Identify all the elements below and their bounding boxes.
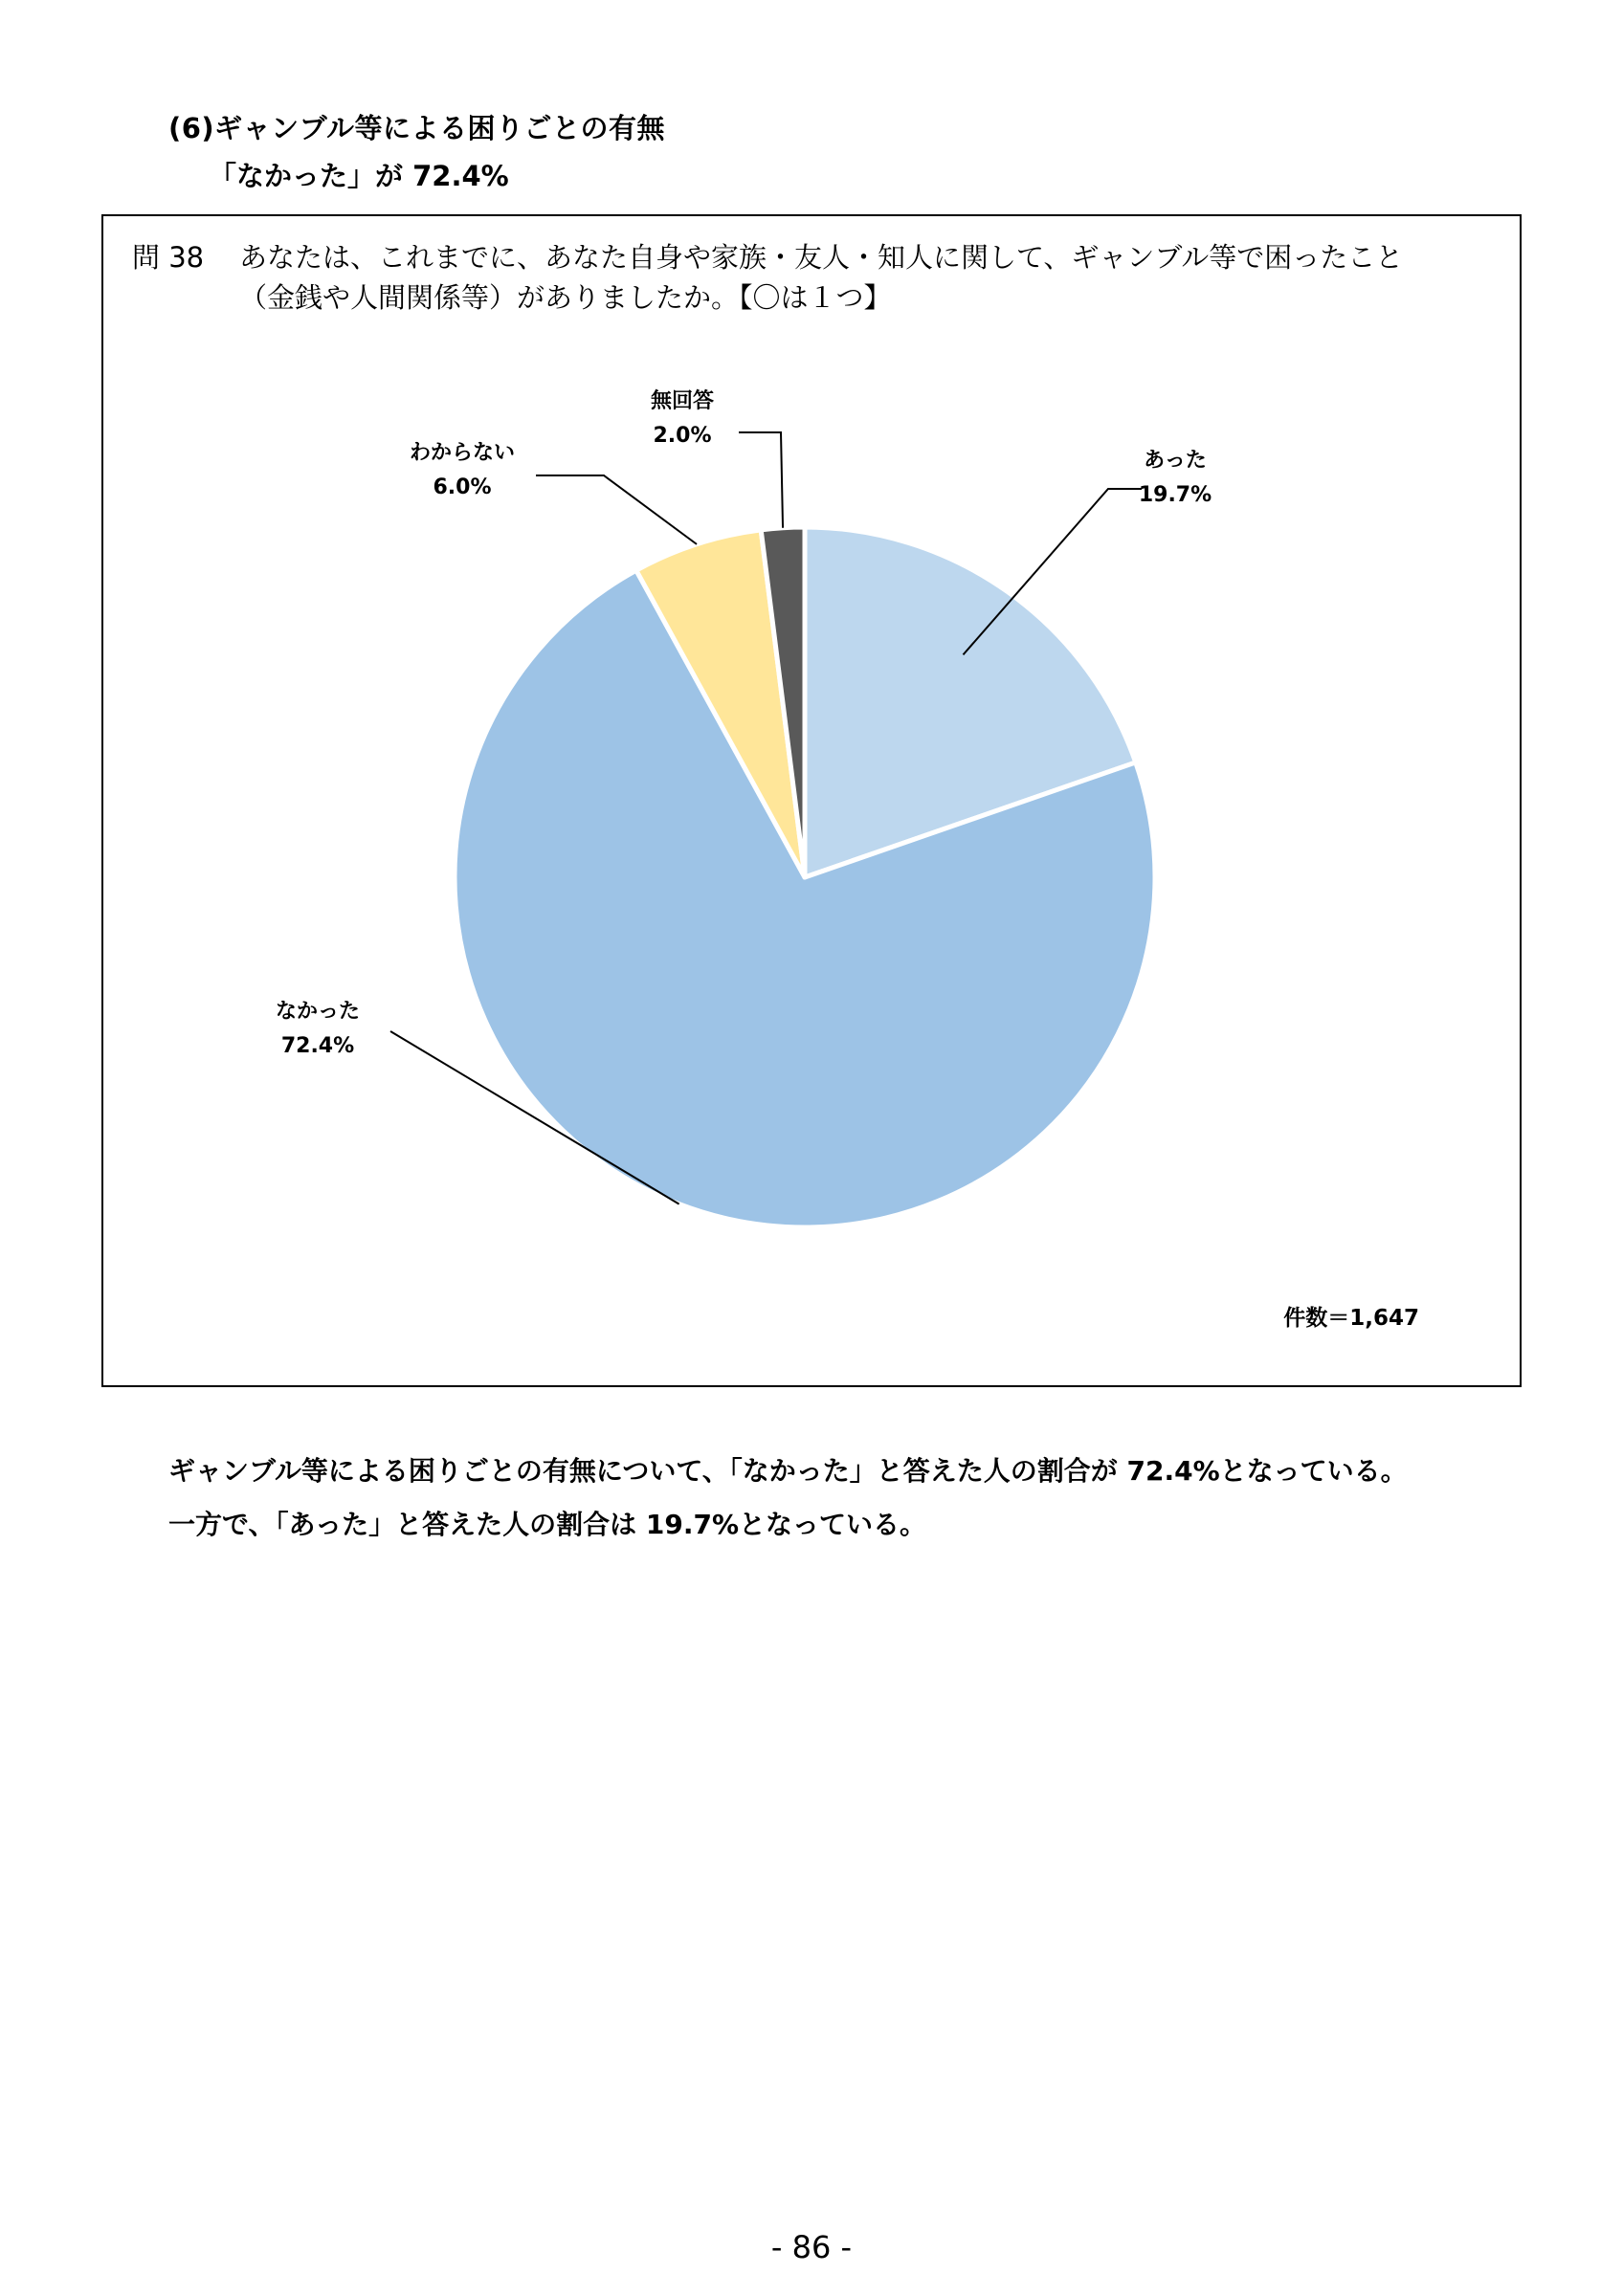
sample-count: 件数＝1,647 (1283, 1306, 1419, 1331)
slice-value-label-1: 19.7% (1138, 483, 1212, 507)
leader-line-3 (536, 475, 697, 544)
slice-category-label-1: あった (1144, 449, 1207, 473)
page-number: - 86 - (770, 2229, 853, 2265)
slice-category-label-2: なかった (275, 1000, 361, 1024)
summary-line1: ギャンブル等による困りごとの有無について、「なかった」と答えた人の割合が 72.4%となっている。 (168, 1455, 1408, 1487)
leader-line-4 (739, 432, 783, 528)
question-text-line2: （金銭や人間関係等）がありましたか。【〇は１つ】 (239, 281, 892, 314)
pie-chart (103, 216, 1520, 1383)
question-number: 問 38 (132, 241, 205, 274)
slice-category-label-3: わからない (409, 441, 516, 465)
chart-frame (101, 214, 1522, 1387)
pie-slices (455, 527, 1155, 1227)
slice-value-label-4: 2.0% (653, 424, 712, 448)
summary-text (168, 1445, 1537, 1552)
slice-value-label-2: 72.4% (280, 1034, 355, 1058)
question-text-line1: あなたは、これまでに、あなた自身や家族・友人・知人に関して、ギャンブル等で困ったこと (239, 241, 1404, 274)
summary-line2: 一方で、「あった」と答えた人の割合は 19.7%となっている。 (168, 1509, 927, 1540)
section-heading: (6)ギャンブル等による困りごとの有無 (168, 112, 666, 144)
slice-value-label-3: 6.0% (433, 475, 492, 499)
slice-category-label-4: 無回答 (650, 389, 715, 413)
section-subheading: 「なかった」が 72.4% (209, 160, 509, 192)
